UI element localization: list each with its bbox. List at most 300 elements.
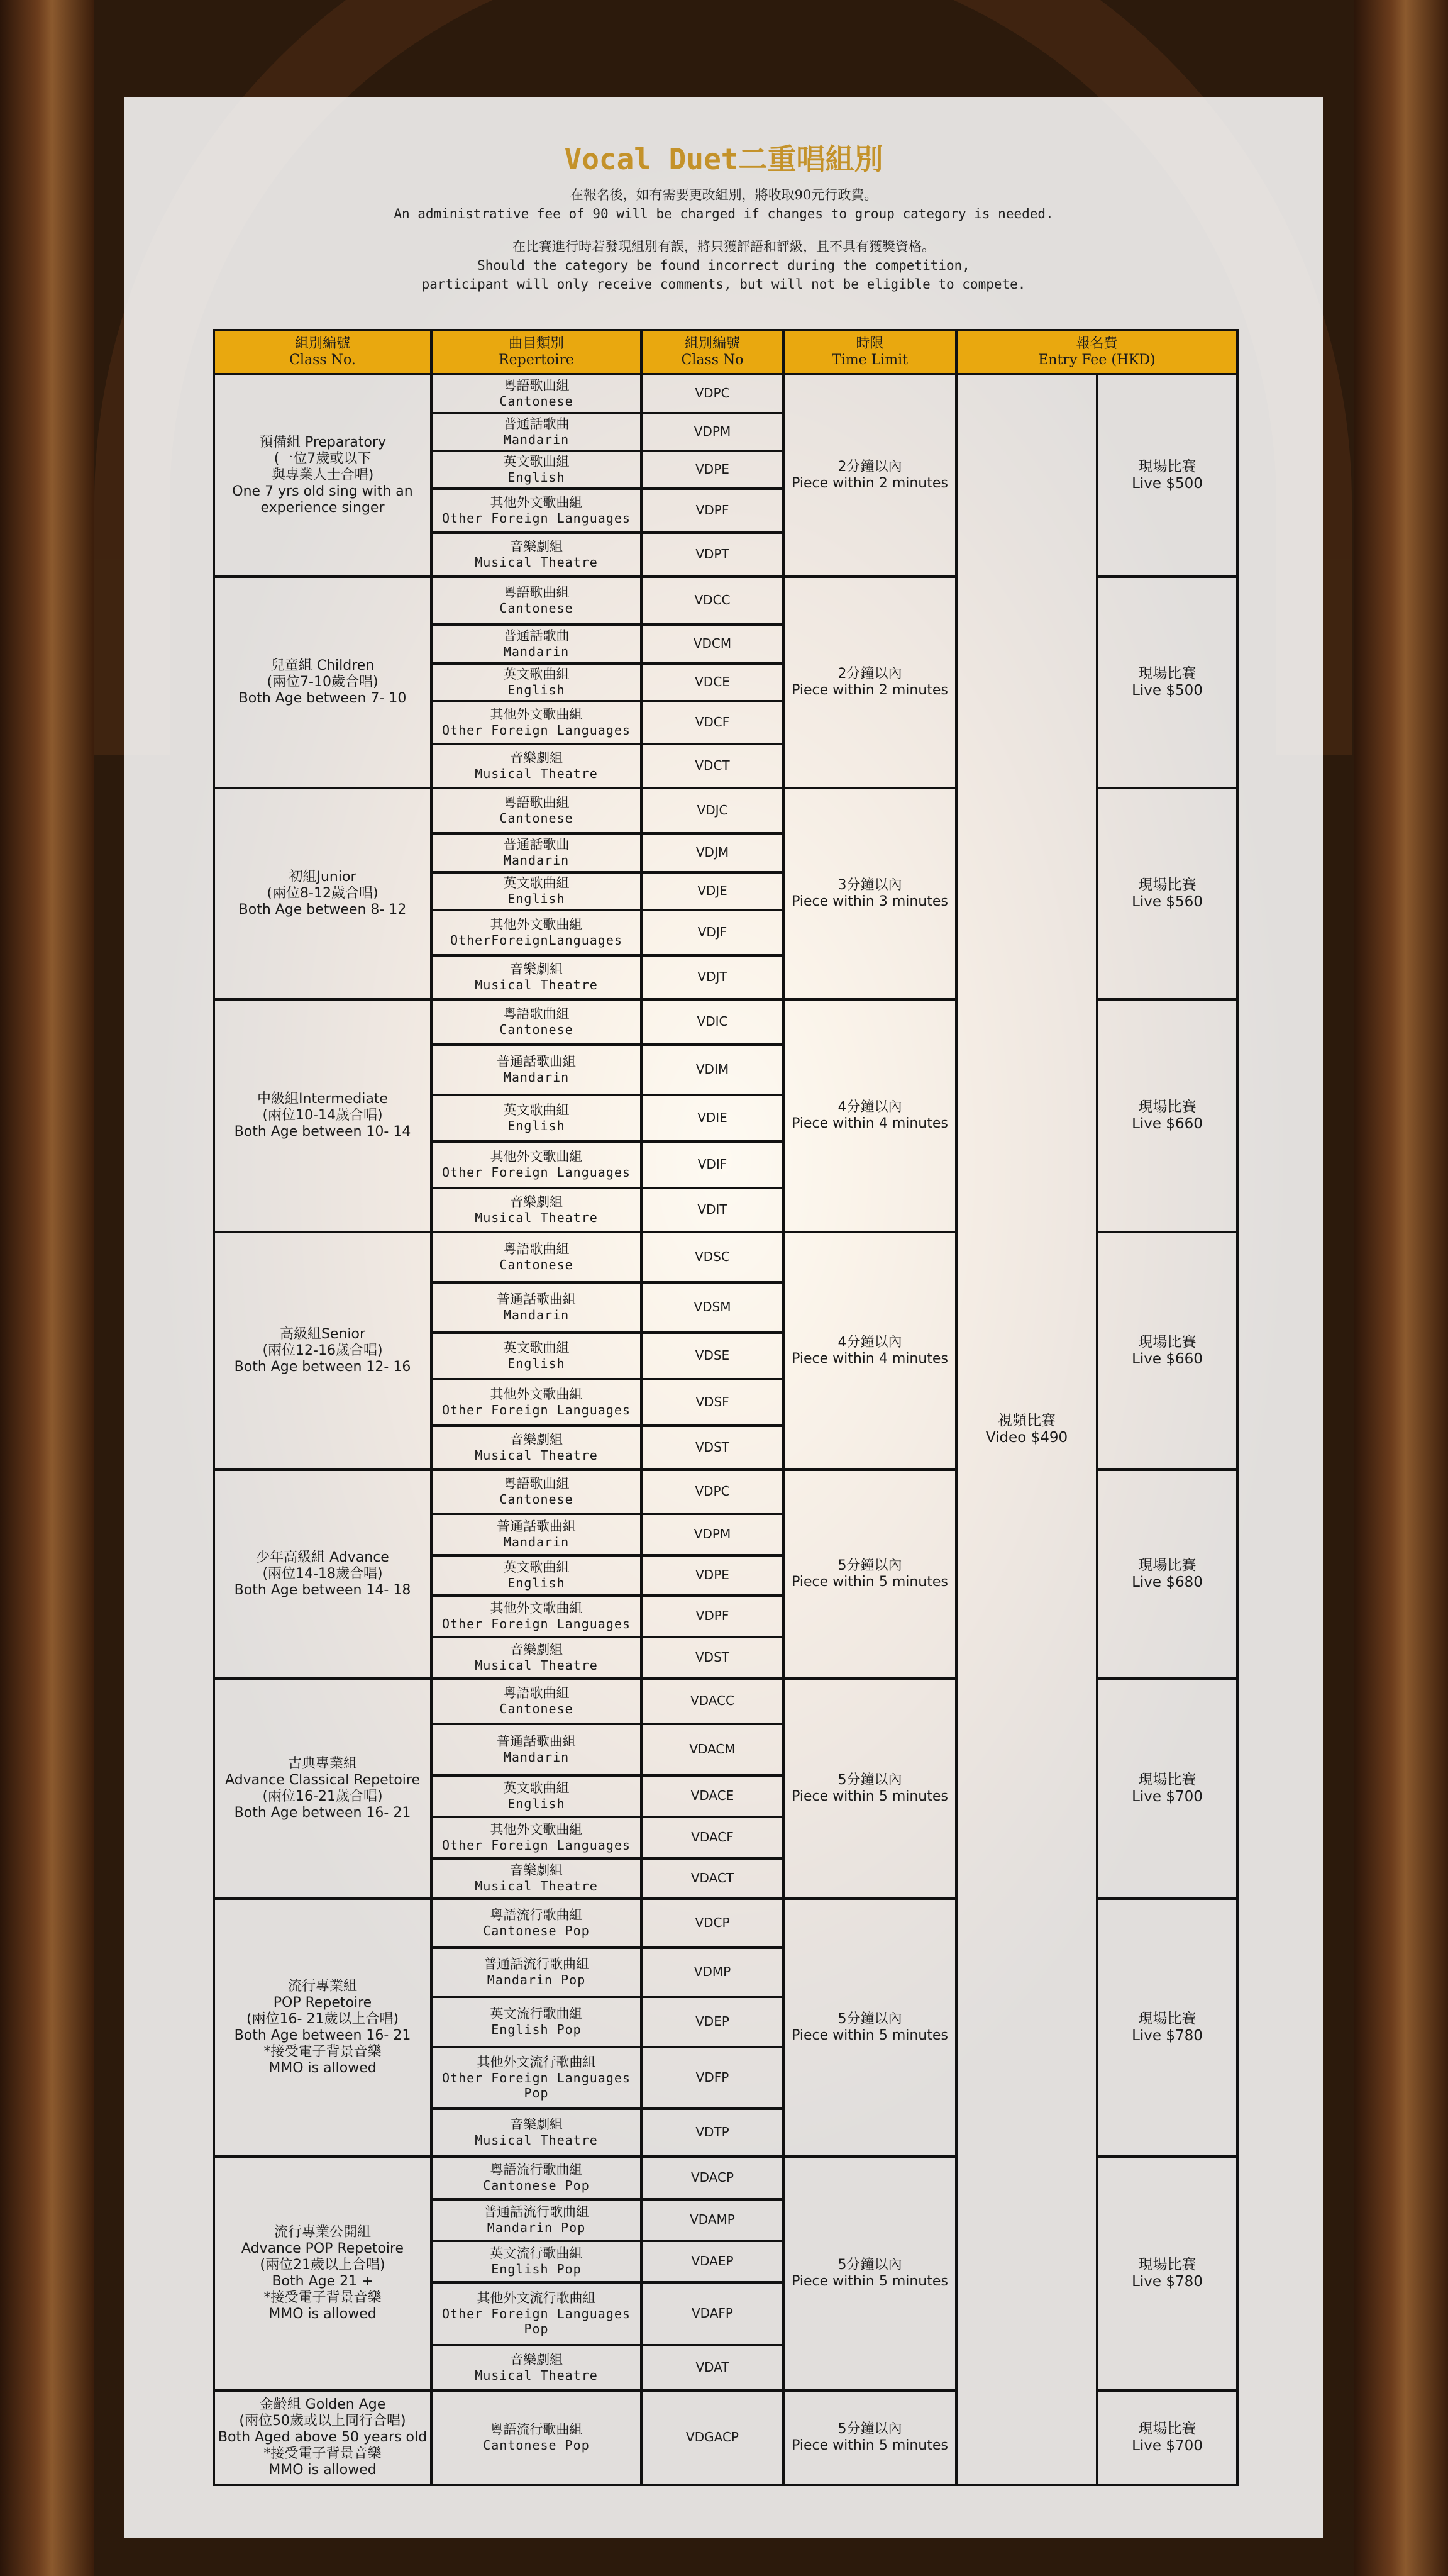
text-line: 古典專業組	[287, 1756, 357, 1772]
repertoire-en: Other Foreign Languages	[442, 1838, 631, 1853]
text-line: 現場比賽	[1138, 1557, 1197, 1574]
text-line: Advance Classical Repetoire	[225, 1772, 420, 1789]
repertoire-en: Musical Theatre	[475, 1879, 598, 1894]
repertoire-cell	[431, 1899, 641, 1948]
class-code-cell: VDSM	[641, 1282, 783, 1333]
text-line: Piece within 3 minutes	[792, 894, 948, 909]
text-line: 高級組Senior	[279, 1326, 366, 1343]
repertoire-en: Musical Theatre	[475, 1448, 598, 1463]
repertoire-cell	[431, 1333, 641, 1379]
repertoire-zh: 英文歌曲組	[503, 1102, 570, 1118]
admin-fee-note-en: An administrative fee of 90 will be charged if changes to group category is needed.	[394, 206, 1054, 221]
repertoire-zh: 音樂劇組	[510, 1432, 563, 1448]
text-line: 5分鐘以內	[837, 2257, 902, 2273]
live-fee-cell	[1097, 2390, 1237, 2485]
repertoire-cell	[431, 2390, 641, 2485]
repertoire-en: Other Foreign Languages	[442, 511, 631, 526]
repertoire-zh: 普通話歌曲組	[497, 1292, 576, 1307]
text-line: 流行專業公開組	[274, 2224, 371, 2241]
text-line: 現場比賽	[1138, 458, 1197, 475]
live-fee-cell	[1097, 1232, 1237, 1470]
repertoire-zh: 粵語歌曲組	[503, 585, 570, 601]
incorrect-category-note-zh: 在比賽進行時若發現組別有誤，將只獲評語和評級，且不具有獲獎資格。	[512, 239, 935, 254]
text-line: 4分鐘以內	[837, 1335, 902, 1351]
table-row	[214, 374, 1237, 413]
class-code-cell: VDSC	[641, 1232, 783, 1282]
class-code-cell: VDEP	[641, 1997, 783, 2047]
repertoire-zh: 其他外文歌曲組	[490, 1601, 583, 1616]
text-line: (兩位7-10歲合唱)	[267, 674, 379, 691]
class-code-cell: VDPC	[641, 1470, 783, 1514]
text-line: Piece within 5 minutes	[792, 2438, 948, 2453]
repertoire-cell	[431, 1637, 641, 1679]
text-line: 流行專業組	[287, 1979, 357, 1995]
class-code-cell: VDMP	[641, 1948, 783, 1997]
class-code-cell: VDCM	[641, 625, 783, 663]
class-code-cell: VDST	[641, 1637, 783, 1679]
repertoire-en: English	[507, 1118, 565, 1133]
repertoire-en: English	[507, 470, 565, 485]
repertoire-zh: 英文歌曲組	[503, 1560, 570, 1575]
repertoire-zh: 音樂劇組	[510, 2352, 563, 2368]
repertoire-en: Musical Theatre	[475, 2133, 598, 2148]
repertoire-zh: 英文流行歌曲組	[490, 2246, 583, 2262]
class-code-cell: VDPE	[641, 451, 783, 489]
repertoire-cell	[431, 910, 641, 955]
text-line: Piece within 4 minutes	[792, 1116, 948, 1131]
repertoire-zh: 粵語流行歌曲組	[490, 2422, 583, 2438]
repertoire-cell	[431, 833, 641, 872]
repertoire-cell	[431, 2199, 641, 2241]
class-code-cell: VDACE	[641, 1775, 783, 1817]
text-line: Live $700	[1132, 1789, 1203, 1805]
text-line: *接受電子背景音樂	[263, 2289, 382, 2306]
text-line: Live $700	[1132, 2438, 1203, 2454]
text-line: 初組Junior	[289, 869, 356, 886]
text-line: 預備組 Preparatory	[258, 435, 387, 451]
background-column-left	[0, 0, 94, 2576]
class-cell	[214, 1232, 431, 1470]
class-code-cell: VDJT	[641, 955, 783, 999]
repertoire-cell	[431, 1724, 641, 1775]
repertoire-zh: 其他外文歌曲組	[490, 1822, 583, 1838]
repertoire-cell	[431, 489, 641, 533]
text-line: 少年高級組 Advance	[256, 1550, 389, 1566]
class-code-cell: VDPF	[641, 1596, 783, 1637]
text-line: (兩位16- 21歲以上合唱)	[246, 2011, 399, 2028]
repertoire-en: Cantonese	[499, 1701, 573, 1716]
repertoire-cell	[431, 451, 641, 489]
repertoire-cell	[431, 1282, 641, 1333]
repertoire-en: Other Foreign Languages Pop	[442, 2306, 631, 2337]
text-line: Piece within 5 minutes	[792, 2273, 948, 2289]
text-line: 4分鐘以內	[837, 1099, 902, 1116]
text-line: Live $660	[1132, 1116, 1203, 1132]
class-code-cell: VDCP	[641, 1899, 783, 1948]
class-cell	[214, 374, 431, 577]
live-fee-cell	[1097, 374, 1237, 577]
live-fee-cell	[1097, 999, 1237, 1232]
repertoire-cell	[431, 2241, 641, 2282]
repertoire-zh: 音樂劇組	[510, 1642, 563, 1658]
time-limit-cell	[783, 577, 956, 788]
repertoire-zh: 英文歌曲組	[503, 1780, 570, 1796]
repertoire-zh: 普通話歌曲	[503, 416, 570, 432]
header-entry-fee: 報名費 Entry Fee (HKD)	[956, 330, 1237, 374]
text-line: *接受電子背景音樂	[263, 2445, 382, 2462]
repertoire-cell	[431, 413, 641, 451]
class-code-cell: VDJF	[641, 910, 783, 955]
repertoire-zh: 英文流行歌曲組	[490, 2006, 583, 2022]
text-line: 3分鐘以內	[837, 877, 902, 894]
repertoire-cell	[431, 788, 641, 833]
repertoire-zh: 其他外文流行歌曲組	[477, 2290, 596, 2306]
class-code-cell: VDPF	[641, 489, 783, 533]
repertoire-en: Musical Theatre	[475, 1658, 598, 1673]
class-code-cell: VDGACP	[641, 2390, 783, 2485]
text-line: 2分鐘以內	[837, 459, 902, 475]
class-code-cell: VDIM	[641, 1045, 783, 1095]
repertoire-cell	[431, 1426, 641, 1470]
repertoire-zh: 其他外文歌曲組	[490, 917, 583, 933]
text-line: MMO is allowed	[268, 2060, 377, 2076]
repertoire-en: Cantonese	[499, 811, 573, 826]
time-limit-cell	[783, 788, 956, 999]
repertoire-en: English Pop	[491, 2262, 582, 2277]
live-fee-cell	[1097, 1679, 1237, 1899]
repertoire-en: English	[507, 891, 565, 906]
text-line: experience singer	[260, 499, 385, 516]
repertoire-en: Cantonese	[499, 601, 573, 616]
repertoire-en: Cantonese	[499, 1492, 573, 1507]
repertoire-en: Mandarin	[503, 432, 570, 447]
repertoire-zh: 其他外文歌曲組	[490, 707, 583, 723]
text-line: 2分鐘以內	[837, 666, 902, 682]
repertoire-cell	[431, 1997, 641, 2047]
repertoire-zh: 其他外文歌曲組	[490, 1149, 583, 1165]
class-cell	[214, 1679, 431, 1899]
repertoire-zh: 粵語歌曲組	[503, 1241, 570, 1257]
text-line: Live $660	[1132, 1351, 1203, 1367]
repertoire-zh: 普通話流行歌曲組	[484, 2204, 589, 2220]
class-code-cell: VDST	[641, 1426, 783, 1470]
class-code-cell: VDSE	[641, 1333, 783, 1379]
repertoire-cell	[431, 1555, 641, 1596]
text-line: Both Age between 12- 16	[234, 1358, 411, 1375]
text-line: 現場比賽	[1138, 876, 1197, 893]
repertoire-en: Other Foreign Languages	[442, 1402, 631, 1418]
text-line: Both Age between 8- 12	[238, 901, 407, 918]
repertoire-cell	[431, 955, 641, 999]
text-line: 現場比賽	[1138, 665, 1197, 682]
repertoire-en: English Pop	[491, 2022, 582, 2037]
document-panel	[124, 97, 1323, 2538]
header-time-limit: 時限 Time Limit	[783, 330, 956, 374]
time-limit-cell	[783, 374, 956, 577]
repertoire-en: Mandarin	[503, 853, 570, 868]
repertoire-cell	[431, 1514, 641, 1555]
repertoire-zh: 音樂劇組	[510, 539, 563, 555]
live-fee-cell	[1097, 1470, 1237, 1679]
repertoire-cell	[431, 1858, 641, 1899]
time-limit-cell	[783, 1899, 956, 2157]
class-code-cell: VDAFP	[641, 2282, 783, 2345]
text-line: Live $500	[1132, 475, 1203, 492]
repertoire-cell	[431, 533, 641, 577]
time-limit-cell	[783, 2157, 956, 2390]
text-line: Piece within 5 minutes	[792, 2028, 948, 2043]
repertoire-en: Musical Theatre	[475, 555, 598, 570]
repertoire-zh: 音樂劇組	[510, 962, 563, 977]
text-line: Live $780	[1132, 2273, 1203, 2290]
repertoire-en: OtherForeignLanguages	[450, 933, 622, 948]
repertoire-zh: 粵語流行歌曲組	[490, 1907, 583, 1923]
time-limit-cell	[783, 999, 956, 1232]
repertoire-cell	[431, 2157, 641, 2199]
repertoire-cell	[431, 663, 641, 701]
repertoire-cell	[431, 1045, 641, 1095]
class-code-cell: VDJM	[641, 833, 783, 872]
repertoire-zh: 英文歌曲組	[503, 1340, 570, 1356]
class-cell	[214, 2390, 431, 2485]
repertoire-cell	[431, 2345, 641, 2390]
header-class: 組別編號 Class No.	[214, 330, 431, 374]
text-line: 與專業人士合唱)	[271, 467, 374, 484]
text-line: 5分鐘以內	[837, 2421, 902, 2438]
class-code-cell: VDAMP	[641, 2199, 783, 2241]
class-code-cell: VDIE	[641, 1095, 783, 1141]
text-line: Both Age between 7- 10	[238, 690, 407, 706]
text-line: 現場比賽	[1138, 1771, 1197, 1788]
class-code-cell: VDIC	[641, 999, 783, 1045]
repertoire-en: Cantonese Pop	[483, 1923, 590, 1938]
incorrect-category-note-en-2: participant will only receive comments, but will not be eligible to compete.	[421, 277, 1026, 292]
class-code-cell: VDJE	[641, 872, 783, 910]
text-line: 現場比賽	[1138, 2010, 1197, 2027]
repertoire-zh: 其他外文歌曲組	[490, 495, 583, 511]
video-fee-cell	[956, 374, 1097, 2485]
text-line: (兩位14-18歲合唱)	[262, 1566, 383, 1582]
repertoire-cell	[431, 2047, 641, 2109]
text-line: *接受電子背景音樂	[263, 2043, 382, 2060]
class-code-cell: VDCE	[641, 663, 783, 701]
repertoire-en: Other Foreign Languages	[442, 1165, 631, 1180]
repertoire-cell	[431, 577, 641, 625]
repertoire-cell	[431, 2109, 641, 2157]
text-line: 現場比賽	[1138, 1098, 1197, 1115]
text-line: POP Repetoire	[273, 1995, 372, 2011]
text-line: Both Age between 10- 14	[234, 1123, 411, 1140]
time-limit-cell	[783, 2390, 956, 2485]
text-line: Live $680	[1132, 1574, 1203, 1591]
repertoire-zh: 粵語歌曲組	[503, 1006, 570, 1022]
repertoire-en: Other Foreign Languages	[442, 1616, 631, 1631]
class-code-cell: VDPM	[641, 413, 783, 451]
class-cell	[214, 999, 431, 1232]
text-line: Both Age between 16- 21	[234, 1804, 411, 1821]
class-cell	[214, 577, 431, 788]
repertoire-cell	[431, 1948, 641, 1997]
repertoire-zh: 粵語歌曲組	[503, 795, 570, 811]
repertoire-cell	[431, 2282, 641, 2345]
class-code-cell: VDIF	[641, 1141, 783, 1188]
repertoire-en: Cantonese Pop	[483, 2438, 590, 2453]
repertoire-cell	[431, 625, 641, 663]
time-limit-cell	[783, 1470, 956, 1679]
class-code-cell: VDPE	[641, 1555, 783, 1596]
repertoire-zh: 英文歌曲組	[503, 454, 570, 470]
class-code-cell: VDJC	[641, 788, 783, 833]
repertoire-cell	[431, 999, 641, 1045]
repertoire-en: Mandarin	[503, 1750, 570, 1765]
repertoire-en: Cantonese	[499, 1257, 573, 1272]
repertoire-zh: 粵語流行歌曲組	[490, 2162, 583, 2178]
text-line: (兩位10-14歲合唱)	[262, 1108, 383, 1124]
repertoire-en: English	[507, 1796, 565, 1811]
text-line: (兩位16-21歲合唱)	[262, 1789, 383, 1804]
repertoire-en: Mandarin	[503, 644, 570, 659]
text-line: Both Age between 16- 21	[234, 2028, 411, 2043]
repertoire-zh: 粵語歌曲組	[503, 1685, 570, 1701]
time-limit-cell	[783, 1679, 956, 1899]
text-line: (兩位12-16歲合唱)	[262, 1343, 383, 1359]
class-code-cell: VDACT	[641, 1858, 783, 1899]
text-line: 5分鐘以內	[837, 1558, 902, 1574]
text-line: 視頻比賽	[998, 1412, 1056, 1429]
text-line: 兒童組 Children	[270, 658, 375, 674]
repertoire-zh: 其他外文流行歌曲組	[477, 2054, 596, 2070]
class-code-cell: VDSF	[641, 1379, 783, 1426]
repertoire-en: English	[507, 682, 565, 697]
class-code-cell: VDPC	[641, 374, 783, 413]
repertoire-en: Mandarin	[503, 1070, 570, 1085]
repertoire-cell	[431, 1188, 641, 1232]
repertoire-zh: 音樂劇組	[510, 2117, 563, 2133]
text-line: Both Age 21 +	[272, 2273, 373, 2289]
class-code-cell: VDACF	[641, 1817, 783, 1858]
repertoire-en: Mandarin	[503, 1535, 570, 1550]
class-cell	[214, 1470, 431, 1679]
live-fee-cell	[1097, 788, 1237, 999]
text-line: (一位7歲或以下	[274, 451, 372, 467]
text-line: 5分鐘以內	[837, 1772, 902, 1789]
text-line: Live $560	[1132, 894, 1203, 910]
repertoire-zh: 普通話歌曲	[503, 837, 570, 853]
text-line: Video $490	[985, 1430, 1068, 1446]
text-line: 現場比賽	[1138, 2256, 1197, 2273]
repertoire-en: Cantonese Pop	[483, 2178, 590, 2193]
repertoire-en: English	[507, 1356, 565, 1371]
class-code-cell: VDFP	[641, 2047, 783, 2109]
class-code-cell: VDPT	[641, 533, 783, 577]
repertoire-cell	[431, 701, 641, 744]
class-code-cell: VDCF	[641, 701, 783, 744]
repertoire-cell	[431, 1775, 641, 1817]
repertoire-en: Musical Theatre	[475, 766, 598, 781]
repertoire-zh: 普通話歌曲組	[497, 1519, 576, 1535]
text-line: Piece within 2 minutes	[792, 682, 948, 698]
text-line: MMO is allowed	[268, 2306, 377, 2322]
repertoire-zh: 音樂劇組	[510, 1863, 563, 1879]
repertoire-cell	[431, 1817, 641, 1858]
text-line: 金齡組 Golden Age	[259, 2397, 386, 2413]
text-line: 現場比賽	[1138, 1333, 1197, 1350]
text-line: (兩位21歲以上合唱)	[260, 2257, 385, 2273]
repertoire-en: Musical Theatre	[475, 1210, 598, 1225]
repertoire-cell	[431, 1095, 641, 1141]
repertoire-zh: 粵語歌曲組	[503, 378, 570, 394]
repertoire-en: English	[507, 1575, 565, 1591]
repertoire-zh: 粵語歌曲組	[503, 1476, 570, 1492]
header-code: 組別編號 Class No	[641, 330, 783, 374]
text-line: Piece within 5 minutes	[792, 1789, 948, 1804]
text-line: Advance POP Repetoire	[241, 2241, 404, 2257]
text-line: Both Age between 14- 18	[234, 1582, 411, 1598]
repertoire-cell	[431, 1232, 641, 1282]
repertoire-cell	[431, 1379, 641, 1426]
text-line: Piece within 5 minutes	[792, 1574, 948, 1590]
repertoire-en: Musical Theatre	[475, 977, 598, 992]
repertoire-en: Cantonese	[499, 1022, 573, 1037]
table-header-row	[214, 330, 1237, 374]
class-cell	[214, 788, 431, 999]
class-code-cell: VDAEP	[641, 2241, 783, 2282]
repertoire-cell	[431, 1596, 641, 1637]
text-line: One 7 yrs old sing with an	[232, 483, 413, 499]
text-line: 中級組Intermediate	[257, 1091, 388, 1108]
repertoire-cell	[431, 1141, 641, 1188]
text-line: 5分鐘以內	[837, 2011, 902, 2028]
fee-table	[213, 329, 1239, 2486]
repertoire-zh: 普通話歌曲組	[497, 1054, 576, 1070]
repertoire-cell	[431, 1470, 641, 1514]
live-fee-cell	[1097, 1899, 1237, 2157]
class-code-cell: VDACM	[641, 1724, 783, 1775]
class-code-cell: VDTP	[641, 2109, 783, 2157]
class-code-cell: VDCC	[641, 577, 783, 625]
background-column-right	[1354, 0, 1448, 2576]
repertoire-cell	[431, 374, 641, 413]
repertoire-zh: 普通話流行歌曲組	[484, 1957, 589, 1972]
repertoire-cell	[431, 872, 641, 910]
text-line: Piece within 2 minutes	[792, 475, 948, 491]
class-cell	[214, 1899, 431, 2157]
live-fee-cell	[1097, 577, 1237, 788]
repertoire-zh: 普通話歌曲組	[497, 1734, 576, 1750]
class-code-cell: VDPM	[641, 1514, 783, 1555]
repertoire-cell	[431, 744, 641, 788]
class-code-cell: VDAT	[641, 2345, 783, 2390]
text-line: (兩位50歲或以上同行合唱)	[239, 2413, 406, 2429]
repertoire-en: Mandarin Pop	[487, 2220, 586, 2235]
text-line: Live $500	[1132, 682, 1203, 699]
admin-fee-note-zh: 在報名後，如有需要更改組別，將收取90元行政費。	[570, 187, 878, 203]
repertoire-zh: 音樂劇組	[510, 750, 563, 766]
text-line: (兩位8-12歲合唱)	[267, 886, 379, 902]
repertoire-zh: 普通話歌曲	[503, 628, 570, 644]
page-title: Vocal Duet二重唱組別	[564, 142, 883, 176]
repertoire-en: Mandarin	[503, 1307, 570, 1323]
incorrect-category-note-en-1: Should the category be found incorrect during the competition,	[477, 258, 970, 273]
text-line: Live $780	[1132, 2028, 1203, 2044]
text-line: 現場比賽	[1138, 2420, 1197, 2437]
repertoire-zh: 音樂劇組	[510, 1194, 563, 1210]
repertoire-en: Musical Theatre	[475, 2368, 598, 2383]
class-code-cell: VDACP	[641, 2157, 783, 2199]
repertoire-cell	[431, 1679, 641, 1724]
class-code-cell: VDACC	[641, 1679, 783, 1724]
repertoire-en: Other Foreign Languages Pop	[442, 2070, 631, 2101]
